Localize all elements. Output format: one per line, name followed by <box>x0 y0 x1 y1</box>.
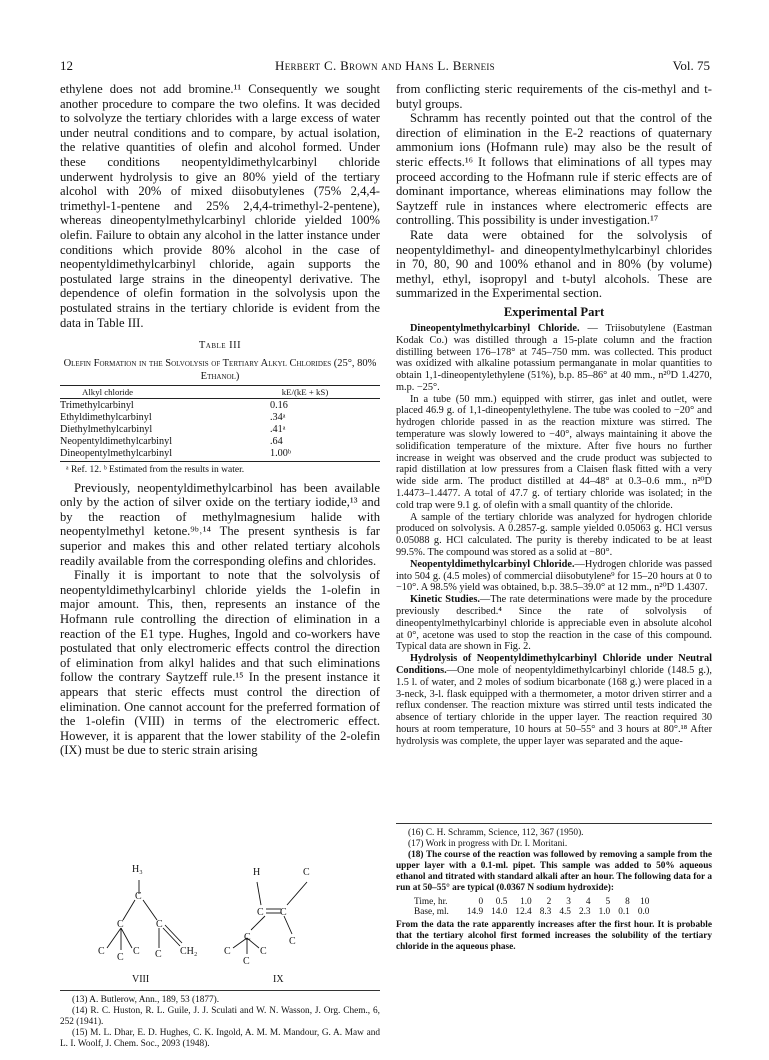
table-cell: 5 <box>605 897 611 907</box>
formula-label: H <box>253 867 261 878</box>
table-cell: Neopentyldimethylcarbinyl <box>60 435 173 447</box>
formula-label: C <box>155 949 162 960</box>
table-caption: Olefin Formation in the Solvolysis of Tertiary Alkyl Chlorides (25°, 80% Ethanol) <box>63 358 377 383</box>
table-cell: 0.1 <box>618 907 630 917</box>
paragraph <box>396 323 712 394</box>
table-cell: 1.00ᵇ <box>230 447 380 461</box>
table-cell: Trimethylcarbinyl <box>60 399 134 411</box>
formula-label: C <box>98 946 105 957</box>
table-cell: Diethylmethylcarbinyl <box>60 423 153 435</box>
run-in-heading: Dineopentylmethylcarbinyl Chloride. <box>410 322 580 334</box>
formula-label: C <box>303 867 310 878</box>
table-row <box>60 411 380 423</box>
table-cell: 3 <box>566 897 571 907</box>
table-header-cell: Alkyl chloride <box>60 386 230 399</box>
paragraph <box>396 653 712 747</box>
run-in-heading: Neopentyldimethylcarbinyl Chloride. <box>410 558 575 570</box>
formula-label: C <box>243 956 250 967</box>
paragraph <box>396 594 712 653</box>
footnote-rule <box>60 990 380 991</box>
formula-label: C <box>257 907 264 918</box>
formula-label: C <box>156 919 163 930</box>
table-row <box>410 907 653 917</box>
hydrolysis-data-table <box>410 897 653 917</box>
formula-label: C <box>117 952 124 963</box>
structural-formulas <box>60 860 380 990</box>
paragraph-text: —One mole of neopentyldimethylcarbinyl chloride (148.5 g.), 1.5 l. of water, and 2 moles of sodium bicarbonate (168 g.) were placed in a 3-neck, 3-l. flask equipped with a thermometer, a motor driven stirrer and a reflux condenser. The reaction mixture was stirred until tests indicated the absence of tertiary chloride in the upper layer. The reaction required 30 hours at room temperature, 10 hours at 50–55° and 3 hours at 80°.¹⁸ After hydrolysis was complete, the upper layer was separated and the aque- <box>396 665 712 747</box>
paragraph-text: —Hydrogen chloride was passed into 504 g. (4.5 moles) of commercial diisobutylene⁹ for 15–20 hours at 0 to −10°. A 98.5% yield was obtained, b.p. 38.5–39.0° at 12 mm., n²⁰D 1.4307. <box>396 558 712 594</box>
table-cell: .64 <box>270 435 283 447</box>
table-cell: Dineopentylmethylcarbinyl <box>60 447 230 461</box>
table-row <box>60 399 380 412</box>
paragraph: from conflicting steric requirements of the cis-methyl and t-butyl groups. <box>396 82 712 111</box>
table-cell: 2 <box>546 897 552 907</box>
table-cell: .41ᵃ <box>270 423 286 435</box>
table-cell: .34ᵃ <box>270 411 286 423</box>
paragraph: Finally it is important to note that the solvolysis of neopentyldimethylcarbinyl chloride yields the 1-olefin in major amount. This, then, represents an instance of the Hofmann rule controlling the direction of elimination in a reaction of the E1 type. Hughes, Ingold and co-workers have postulated that only electromeric effects control the direction of elimination from alkyl halides and that such eliminations follow the contrary Saytzeff rule.¹⁵ In the present instance it appears that steric effects must control the direction of elimination. One cannot account for the preferred formation of the 1-olefin (VIII) in terms of the electromeric effect. However, it is apparent that the lower stability of the 2-olefin (IX) must be due to steric strain arising <box>60 568 380 758</box>
formula-label: C <box>244 932 251 943</box>
table-cell: 14.0 <box>491 907 508 917</box>
table-cell: Time, hr. <box>414 897 448 907</box>
paragraph: Schramm has recently pointed out that the control of the direction of elimination in the E-2 reactions of quaternary ammonium ions (Hofmann rule) may also be the result of steric effects.¹⁶ It follows that eliminations of all types may proceed according to the Hofmann rule if steric effects are of dominant importance, whereas eliminations may follow the Saytzeff rule in instances where electromeric effects are controlling. This possibility is under investigation.¹⁷ <box>396 111 712 228</box>
volume-label: Vol. 75 <box>672 58 710 73</box>
footnote: (17) Work in progress with Dr. I. Moritani. <box>408 839 568 849</box>
footnote: (16) C. H. Schramm, Science, 112, 367 (1950). <box>408 828 584 838</box>
table-cell: 8.3 <box>539 907 552 917</box>
table-row <box>60 435 380 447</box>
table-cell: 0.16 <box>270 399 288 411</box>
table-cell: 10 <box>640 897 650 907</box>
page-number: 12 <box>60 58 73 73</box>
table-cell: 0.5 <box>495 897 508 907</box>
right-column <box>396 82 712 748</box>
table-cell: 2.3 <box>578 907 591 917</box>
formula-label: C <box>280 907 287 918</box>
table-cell: 0 <box>478 897 484 907</box>
formula-label: C <box>260 946 267 957</box>
paragraph: Rate data were obtained for the solvolysis of neopentyldimethyl- and dineopentylmethylcarbinyl chlorides in 70, 80, 90 and 100% ethanol and in 80% (by volume) methyl, ethyl, isopropyl and t-butyl alcohols. These are summarized in the Experimental section. <box>396 227 712 301</box>
formula-label: C <box>224 946 231 957</box>
paragraph: ethylene does not add bromine.¹¹ Consequently we sought another procedure to compare the two olefins. It was decided to solvolyze the tertiary chlorides with a large excess of water under neutral conditions and to compare, by actual isolation, the relative quantities of olefin and alcohol formed. Under these conditions neopentyldimethylcarbinyl chloride underwent hydrolysis to give an 80% yield of the tertiary alcohol with 20% of mixed diisobutylenes (75% 2,4,4-trimethyl-1-pentene and 25% 2,4,4-trimethyl-2-pentene), whereas dineopentylmethylcarbinyl chloride yielded 100% olefin. Failure to obtain any alcohol in the latter instance under conditions which provide 80% alcohol in the case of neopentyldimethylcarbinyl chloride, again supports the postulated large strains in the dineopentyl derivative. The dependence of olefin formation in the solvolysis upon the postulated strains in the tertiary chloride is evident from the data in Table III. <box>60 82 380 330</box>
paragraph: In a tube (50 mm.) equipped with stirrer, gas inlet and outlet, were placed 46.9 g. of 1,1-dineopentylethylene. The tube was cooled to −20° and hydrogen chloride passed in as the reaction mixture was stirred. The temperature was slowly lowered to −40°, always maintaining it above the solidification temperature of the mixture. After five hours no further increase in weight was observed and the crude product was subjected to rapid distillation at low pressures from a Claisen flask fitted with a very wide side arm. The product distilled at 44–48° at 0.3–0.6 mm., n²⁰D 1.4473–1.4477. A total of 47.7 g. of tertiary chloride was isolated; in the cold trap were 9.1 g. of olefin with a small quantity of the chloride. <box>396 393 712 511</box>
formula-label: C <box>133 946 140 957</box>
table-cell: 4 <box>585 897 591 907</box>
paragraph-text: —The rate determinations were made by the procedure previously described.⁴ Since the rate of solvolysis of dineopentylmethylcarbinyl chloride is appreciable even in absolute alcohol at 0°, acetone was used to stop the reaction in the case of this compound. Typical data are shown in Fig. 2. <box>396 594 712 653</box>
footnote: (18) The course of the reaction was followed by removing a sample from the upper layer with a 0.1-ml. pipet. This sample was added to 50% aqueous ethanol and titrated with standard alkali after an hour. The following data for a run at 50–55° are typical (0.0367 N sodium hydroxide): <box>396 850 712 893</box>
table-cell: 0.0 <box>637 907 650 917</box>
table-cell: 4.5 <box>559 907 571 917</box>
footnote: (15) M. L. Dhar, E. D. Hughes, C. K. Ingold, A. M. M. Mandour, G. A. Maw and L. I. Woolf, J. Chem. Soc., 2093 (1948). <box>60 1028 380 1049</box>
footnote-continuation: From the data the rate apparently increases after the first hour. It is probable that the tertiary alcohol first formed increases the solubility of the tertiary chloride in the aqueous phase. <box>396 920 712 952</box>
formula-label: CH₂ <box>180 946 198 957</box>
table-header-cell: kE/(kE + kS) <box>230 386 380 399</box>
paragraph <box>396 559 712 594</box>
left-column <box>60 82 380 758</box>
table-cell: 14.9 <box>466 907 484 917</box>
table-cell: 1.0 <box>598 907 611 917</box>
run-in-heading: Hydrolysis of Neopentyldimethylcarbinyl Chloride under Neutral Conditions. <box>396 653 712 677</box>
table-cell: 8 <box>625 897 630 907</box>
running-title: Herbert C. Brown and Hans L. Berneis <box>275 58 495 73</box>
footnotes-right <box>396 823 712 953</box>
paragraph: Previously, neopentyldimethylcarbinol has been available only by the action of silver oxide on the tertiary iodide,¹³ and by the reaction of methylmagnesium halide with neopentylmethyl ketone.⁹ᵇ˒¹⁴ The present synthesis is far superior and makes this and other related tertiary alcohols readily available from the corresponding olefins and chlorides. <box>60 480 380 568</box>
formula-drawing <box>60 860 380 990</box>
paragraph-text: — Triisobutylene (Eastman Kodak Co.) was distilled through a 15-plate column and the fraction distilling between 176–178° at 745–750 mm. was collected. This product was oxidized with alkaline potassium permanganate in molar quantities to obtain 1,1-dineopentylethylene (51%), b.p. 85–86° at 40 mm., n²⁰D 1.4270, m.p. −25°. <box>396 322 712 393</box>
paragraph: A sample of the tertiary chloride was analyzed for hydrogen chloride produced on solvolysis. A 0.2857-g. sample yielded 0.05063 g. HCl versus 0.05088 g. HCl calculated. The purity is thereby indicated to be at least 99.5%. The compound was stored as a solid at −80°. <box>396 511 712 559</box>
table-row <box>410 897 653 907</box>
formula-label: H₃ <box>132 864 143 875</box>
section-heading: Experimental Part <box>503 304 605 319</box>
table-row <box>60 423 380 435</box>
table-cell: Base, ml. <box>414 907 449 917</box>
footnote: (14) R. C. Huston, R. L. Guile, J. J. Sculati and W. N. Wasson, J. Org. Chem., 6, 252 (1941). <box>60 1006 380 1027</box>
footnotes-left <box>60 990 380 1050</box>
table-cell: Ethyldimethylcarbinyl <box>60 411 152 423</box>
formula-label: C <box>135 891 142 902</box>
page-header <box>60 58 710 76</box>
table-iii <box>60 385 380 462</box>
footnote-rule <box>396 823 712 824</box>
formula-label: VIII <box>132 974 150 985</box>
formula-label: C <box>289 936 296 947</box>
table-title: Table III <box>198 340 242 352</box>
table-cell: 12.4 <box>515 907 532 917</box>
run-in-heading: Kinetic Studies. <box>410 594 480 606</box>
table-cell: 1.0 <box>520 897 532 907</box>
formula-label: IX <box>273 974 284 985</box>
formula-label: C <box>117 919 124 930</box>
table-row <box>60 447 380 461</box>
footnote: (13) A. Butlerow, Ann., 189, 53 (1877). <box>72 995 220 1005</box>
table-footnote: ᵃ Ref. 12. ᵇ Estimated from the results in water. <box>66 464 245 475</box>
